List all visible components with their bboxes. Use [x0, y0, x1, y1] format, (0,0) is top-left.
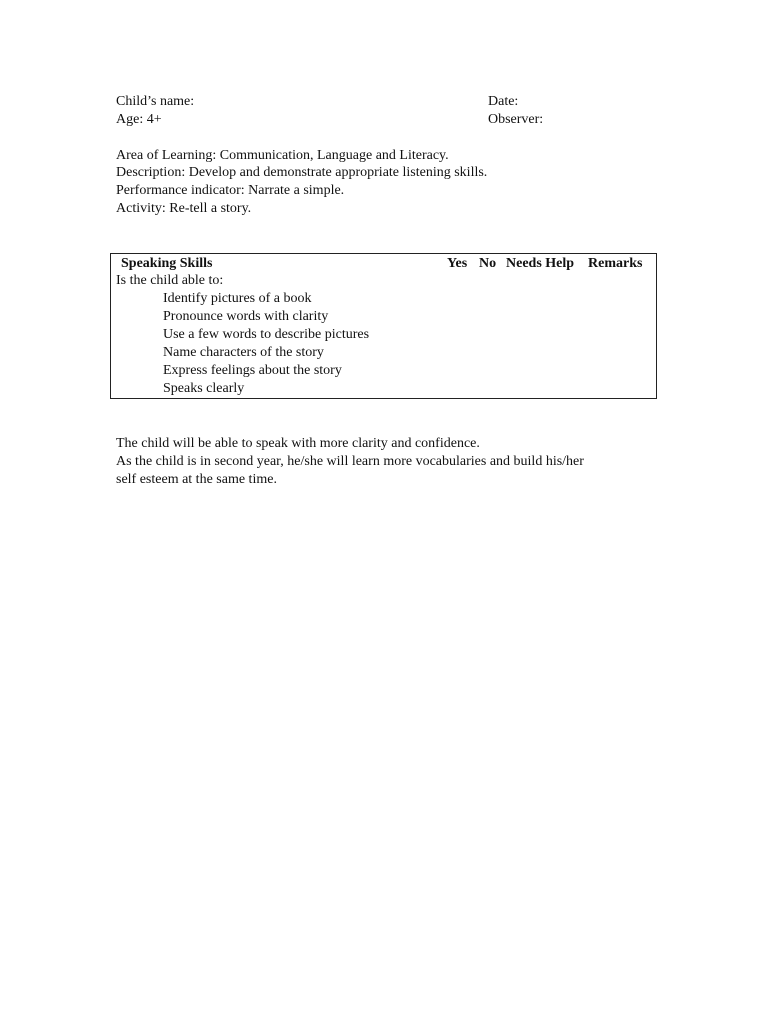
column-yes: Yes [447, 256, 468, 271]
list-item: Identify pictures of a book [163, 291, 312, 306]
remark-line-3: self esteem at the same time. [116, 472, 277, 487]
remark-line-1: The child will be able to speak with more clarity and confidence. [116, 436, 480, 451]
observer-label: Observer: [488, 112, 544, 127]
list-item: Express feelings about the story [163, 363, 342, 378]
table-intro: Is the child able to: [116, 273, 224, 288]
column-remarks: Remarks [588, 256, 643, 271]
list-item: Speaks clearly [163, 381, 245, 396]
description: Description: Develop and demonstrate appropriate listening skills. [116, 165, 488, 180]
childs-name-label: Child’s name: [116, 94, 195, 109]
column-no: No [479, 256, 497, 271]
list-item: Name characters of the story [163, 345, 324, 360]
column-needs-help: Needs Help [506, 256, 575, 271]
remark-line-2: As the child is in second year, he/she will learn more vocabularies and build his/her [116, 454, 584, 469]
table-title: Speaking Skills [121, 256, 213, 271]
list-item: Use a few words to describe pictures [163, 327, 370, 342]
area-of-learning: Area of Learning: Communication, Language and Literacy. [116, 148, 449, 163]
activity: Activity: Re-tell a story. [116, 201, 252, 216]
performance-indicator: Performance indicator: Narrate a simple. [116, 183, 345, 198]
list-item: Pronounce words with clarity [163, 309, 329, 324]
date-label: Date: [488, 94, 519, 109]
age-line: Age: 4+ [116, 112, 162, 127]
